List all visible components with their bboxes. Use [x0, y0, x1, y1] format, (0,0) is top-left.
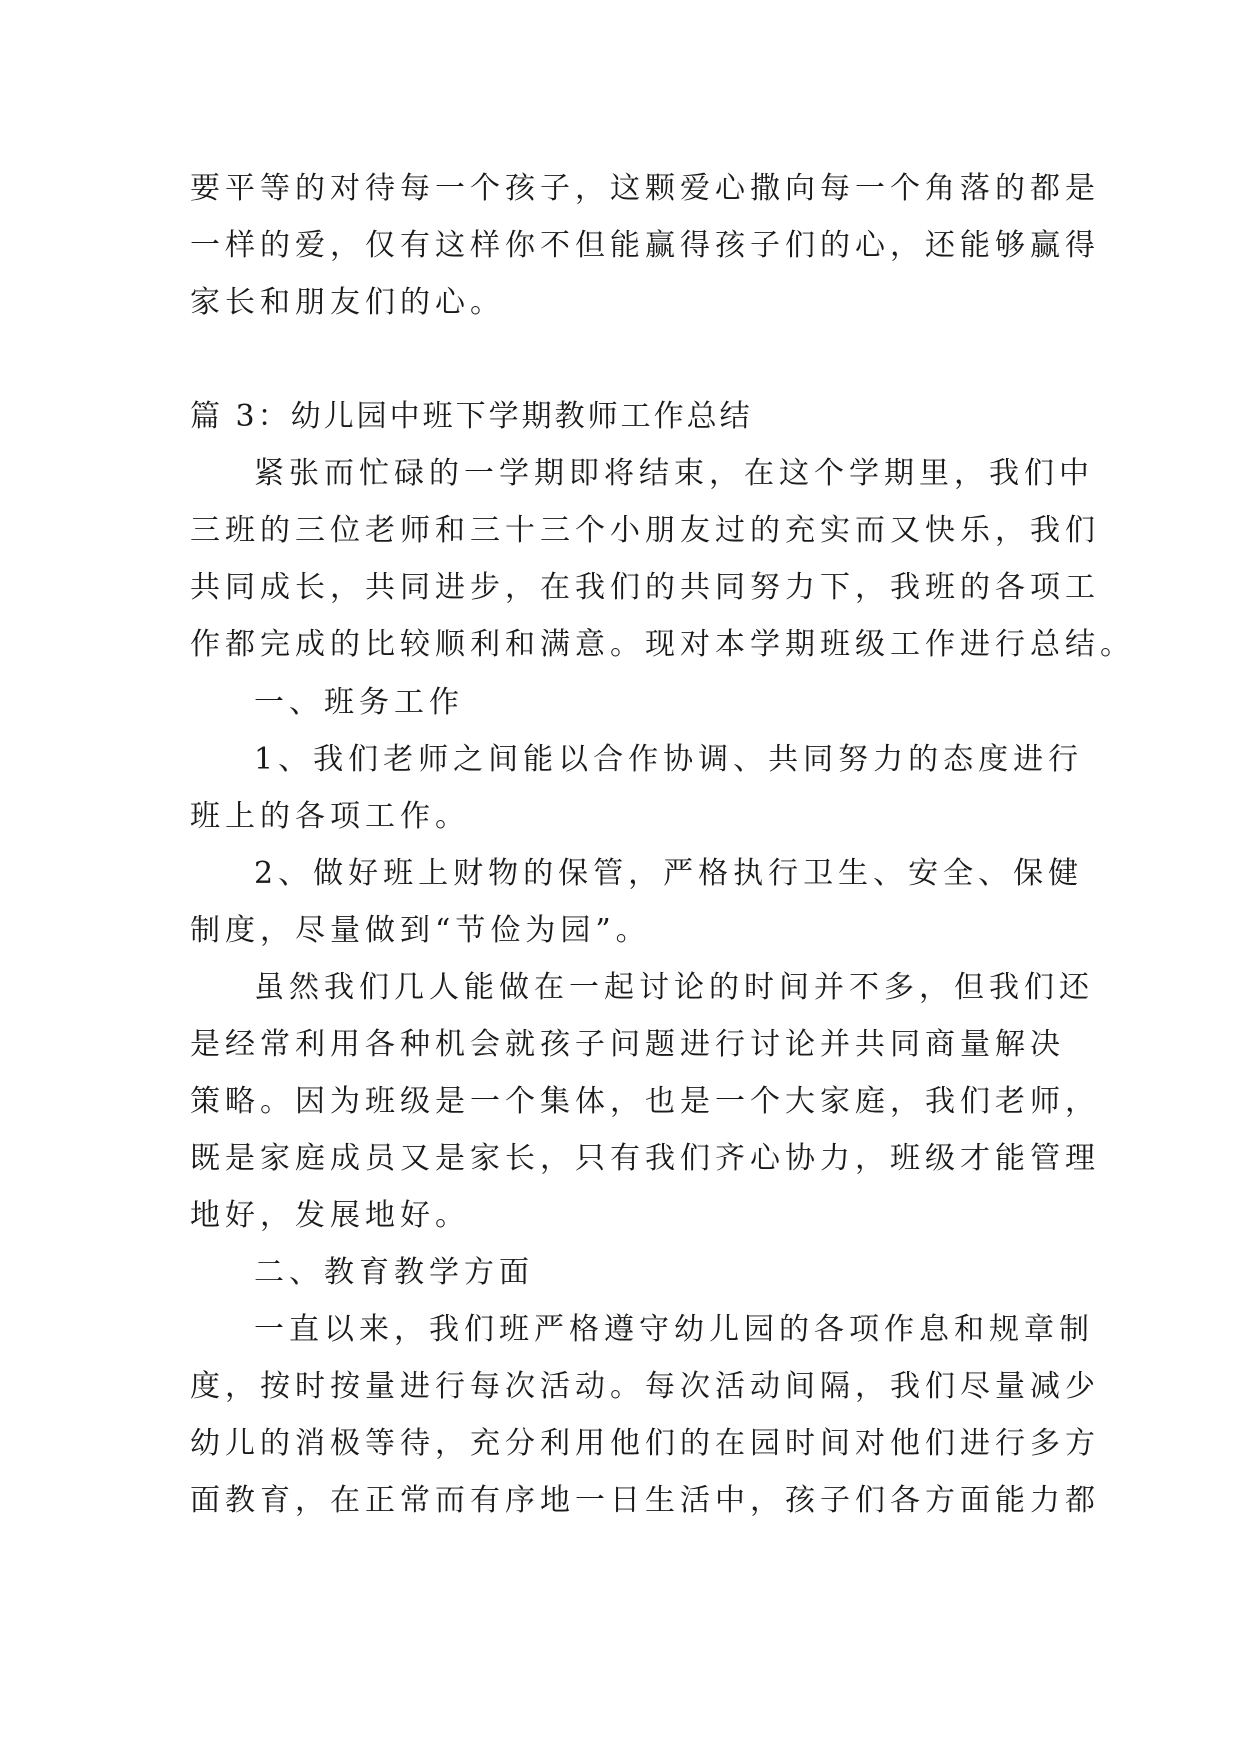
subsection-heading: 一、班务工作 — [254, 685, 464, 720]
paragraph-line: 家长和朋友们的心。 — [190, 285, 505, 320]
paragraph-line: 地好，发展地好。 — [190, 1198, 470, 1233]
paragraph-line: 班上的各项工作。 — [190, 799, 470, 834]
paragraph-line: 制度，尽量做到“节俭为园”。 — [190, 913, 651, 948]
paragraph-line: 共同成长，共同进步，在我们的共同努力下，我班的各项工 — [190, 570, 1100, 605]
section-heading: 篇 3：幼儿园中班下学期教师工作总结 — [190, 399, 753, 434]
paragraph-line: 幼儿的消极等待，充分利用他们的在园时间对他们进行多方 — [190, 1426, 1100, 1461]
paragraph-line: 一直以来，我们班严格遵守幼儿园的各项作息和规章制 — [254, 1312, 1094, 1347]
paragraph-line: 2、做好班上财物的保管，严格执行卫生、安全、保健 — [254, 856, 1084, 891]
paragraph-line: 三班的三位老师和三十三个小朋友过的充实而又快乐，我们 — [190, 513, 1100, 548]
paragraph-line: 一样的爱，仅有这样你不但能赢得孩子们的心，还能够赢得 — [190, 228, 1100, 263]
paragraph-line: 虽然我们几人能做在一起讨论的时间并不多，但我们还 — [254, 970, 1094, 1005]
paragraph-line: 度，按时按量进行每次活动。每次活动间隔，我们尽量减少 — [190, 1369, 1100, 1404]
paragraph-line: 既是家庭成员又是家长，只有我们齐心协力，班级才能管理 — [190, 1141, 1100, 1176]
subsection-heading: 二、教育教学方面 — [254, 1255, 534, 1290]
paragraph-line: 1、我们老师之间能以合作协调、共同努力的态度进行 — [254, 742, 1084, 777]
paragraph-line: 面教育，在正常而有序地一日生活中，孩子们各方面能力都 — [190, 1483, 1100, 1518]
paragraph-line: 是经常利用各种机会就孩子问题进行讨论并共同商量解决 — [190, 1027, 1065, 1062]
paragraph-line: 作都完成的比较顺利和满意。现对本学期班级工作进行总结。 — [190, 627, 1135, 662]
paragraph-line: 要平等的对待每一个孩子，这颗爱心撒向每一个角落的都是 — [190, 171, 1100, 206]
paragraph-line: 紧张而忙碌的一学期即将结束，在这个学期里，我们中 — [254, 456, 1094, 491]
paragraph-line: 策略。因为班级是一个集体，也是一个大家庭，我们老师， — [190, 1084, 1100, 1119]
